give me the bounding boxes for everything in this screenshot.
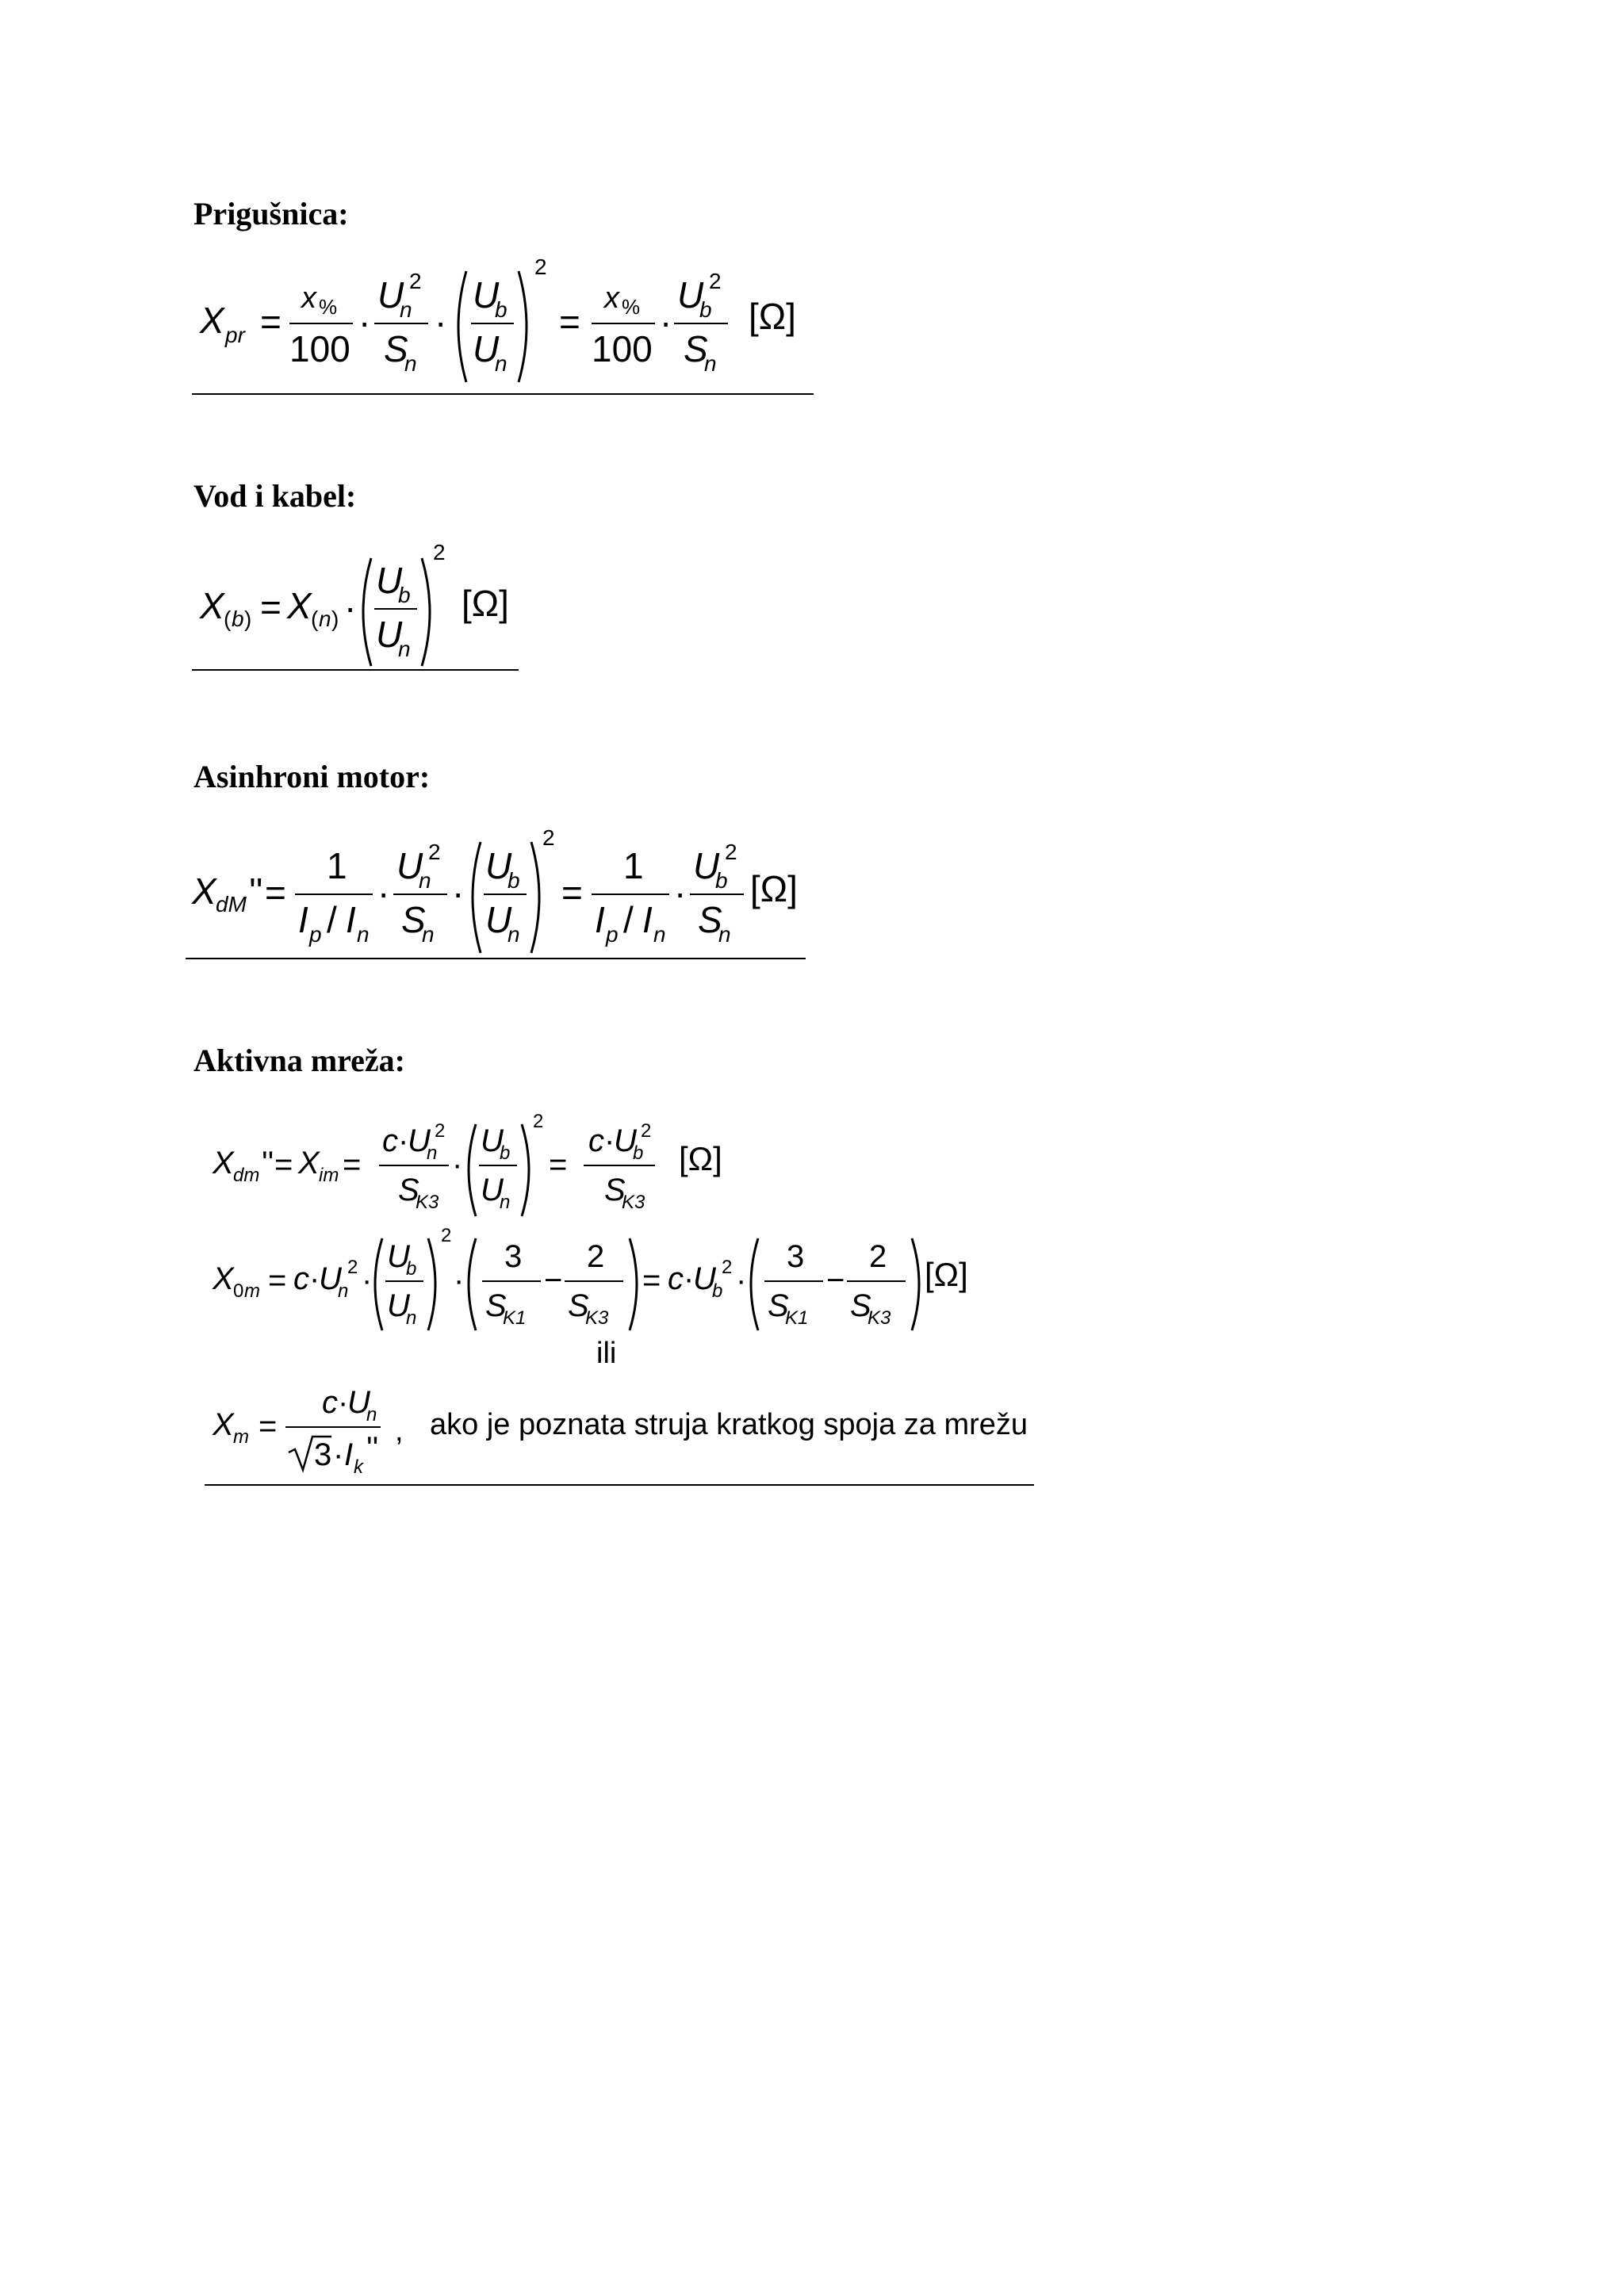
divider (192, 669, 519, 671)
svg-text:=: = (343, 1147, 362, 1182)
svg-text:3: 3 (504, 1239, 523, 1274)
svg-text:c: c (322, 1385, 338, 1420)
svg-text:n: n (357, 922, 370, 947)
svg-text:n: n (508, 922, 520, 947)
svg-text:U: U (693, 845, 720, 886)
heading-vod-i-kabel: Vod i kabel: (193, 478, 357, 514)
svg-text:'': '' (366, 1431, 379, 1466)
svg-text:b: b (715, 868, 728, 893)
svg-text:·: · (684, 1261, 695, 1296)
svg-text:·: · (660, 301, 672, 342)
formula-aktivna-mreza-dm (211, 1110, 722, 1221)
svg-text:3: 3 (787, 1239, 805, 1274)
svg-text:S: S (401, 899, 426, 940)
svg-text:dm: dm (233, 1165, 260, 1186)
svg-text:U: U (693, 1261, 716, 1296)
svg-text:m: m (244, 1280, 260, 1302)
svg-text:/: / (623, 899, 634, 940)
svg-text:U: U (481, 1123, 504, 1158)
svg-text:=: = (561, 872, 583, 913)
svg-text:X: X (287, 585, 312, 626)
svg-text:S: S (850, 1288, 871, 1323)
svg-text:S: S (768, 1288, 789, 1323)
svg-text:X: X (298, 1146, 320, 1181)
svg-text:1: 1 (327, 845, 347, 886)
svg-text:·: · (362, 1263, 373, 1298)
svg-text:·: · (454, 1263, 465, 1298)
svg-text:(: ( (224, 607, 232, 631)
svg-text:pr: pr (225, 323, 245, 347)
svg-text:3: 3 (314, 1437, 332, 1472)
svg-text:S: S (568, 1288, 589, 1323)
unit-ohm: [Ω] (462, 583, 509, 624)
comma: , (395, 1414, 404, 1448)
svg-text:2: 2 (722, 1257, 733, 1278)
divider (205, 1484, 1034, 1486)
svg-text:U: U (408, 1123, 431, 1158)
svg-text:·: · (338, 1385, 349, 1420)
svg-text:2: 2 (533, 1111, 544, 1132)
svg-text:·: · (333, 1437, 344, 1472)
svg-text:dM: dM (216, 892, 247, 916)
formula-aktivna-mreza-m (211, 1385, 1028, 1481)
svg-text:n: n (406, 1307, 417, 1329)
svg-text:2: 2 (435, 1120, 446, 1142)
svg-text:X: X (213, 1407, 234, 1442)
svg-text:·: · (344, 587, 357, 628)
svg-text:U: U (347, 1385, 370, 1420)
formula-prigusnica (198, 254, 817, 388)
formula-asinhroni-motor (190, 825, 809, 959)
svg-text:2: 2 (709, 269, 722, 293)
svg-text:U: U (387, 1239, 410, 1274)
svg-text:%: % (622, 295, 641, 319)
svg-text:=: = (260, 587, 282, 628)
svg-text:−: − (826, 1263, 845, 1298)
svg-text:): ) (331, 607, 339, 631)
svg-text:c: c (588, 1123, 604, 1158)
svg-text:2: 2 (347, 1257, 358, 1278)
svg-text:·: · (452, 872, 465, 913)
svg-text:K1: K1 (785, 1307, 809, 1329)
svg-text:U: U (485, 899, 512, 940)
svg-text:X: X (192, 871, 216, 912)
svg-text:n: n (653, 922, 666, 947)
svg-text:c: c (293, 1261, 309, 1296)
svg-text:U: U (677, 274, 704, 316)
unit-ohm: [Ω] (679, 1140, 722, 1177)
svg-text:n: n (419, 868, 431, 893)
svg-text:2: 2 (725, 840, 737, 864)
svg-text:b: b (232, 607, 244, 631)
svg-text:−: − (544, 1263, 563, 1298)
svg-text:m: m (233, 1426, 249, 1448)
svg-text:b: b (699, 297, 712, 322)
svg-text:K1: K1 (503, 1307, 527, 1329)
svg-text:X: X (213, 1261, 234, 1296)
svg-text:x: x (301, 281, 316, 315)
svg-text:100: 100 (289, 328, 350, 369)
svg-text:2: 2 (428, 840, 441, 864)
svg-text:b: b (398, 583, 411, 607)
svg-text:b: b (500, 1142, 511, 1164)
svg-text:S: S (398, 1173, 419, 1207)
heading-prigusnica: Prigušnica: (193, 196, 349, 232)
svg-text:): ) (244, 607, 252, 631)
svg-text:I: I (642, 899, 653, 940)
svg-text:n: n (427, 1142, 438, 1164)
heading-aktivna-mreza: Aktivna mreža: (193, 1043, 405, 1078)
svg-text:·: · (674, 872, 687, 913)
formula-vod-i-kabel (198, 539, 531, 674)
svg-text:2: 2 (542, 825, 555, 850)
svg-text:=: = (559, 301, 580, 342)
svg-text:/: / (327, 899, 337, 940)
svg-text:K3: K3 (416, 1192, 439, 1213)
svg-text:n: n (400, 297, 412, 322)
svg-text:U: U (319, 1261, 342, 1296)
svg-text:k: k (354, 1456, 363, 1478)
svg-text:·: · (309, 1261, 320, 1296)
svg-text:I: I (346, 899, 356, 940)
svg-text:U: U (377, 274, 404, 316)
svg-text:U: U (376, 614, 403, 655)
svg-text:I: I (595, 899, 605, 940)
svg-text:im: im (319, 1165, 339, 1186)
svg-text:K3: K3 (868, 1307, 891, 1329)
svg-text:=: = (274, 1147, 293, 1182)
svg-text:U: U (473, 328, 500, 369)
svg-text:0: 0 (233, 1280, 244, 1302)
connector-text: ili (596, 1337, 617, 1370)
svg-text:=: = (259, 1409, 278, 1444)
svg-text:=: = (265, 872, 286, 913)
svg-text:100: 100 (592, 328, 653, 369)
svg-text:b: b (508, 868, 520, 893)
svg-text:c: c (382, 1123, 398, 1158)
svg-text:b: b (406, 1258, 417, 1280)
svg-text:·: · (452, 1147, 463, 1182)
mains-note: ako je poznata struja kratkog spoja za mrežu (430, 1408, 1028, 1441)
svg-text:U: U (376, 560, 403, 601)
svg-text:K3: K3 (622, 1192, 645, 1213)
svg-text:c: c (668, 1261, 684, 1296)
svg-text:n: n (495, 351, 508, 376)
svg-text:S: S (384, 328, 408, 369)
svg-text:n: n (718, 922, 731, 947)
svg-text:S: S (485, 1288, 507, 1323)
svg-text:·: · (604, 1123, 615, 1158)
svg-text:U: U (614, 1123, 637, 1158)
unit-ohm: [Ω] (750, 868, 798, 909)
svg-text:S: S (698, 899, 722, 940)
svg-text:S: S (604, 1173, 626, 1207)
svg-text:I: I (298, 899, 308, 940)
svg-text:2: 2 (409, 269, 422, 293)
svg-text:n: n (398, 637, 411, 661)
svg-text:n: n (704, 351, 717, 376)
svg-text:S: S (684, 328, 708, 369)
svg-text:(: ( (311, 607, 319, 631)
svg-text:2: 2 (441, 1225, 452, 1246)
svg-text:·: · (736, 1263, 747, 1298)
unit-ohm: [Ω] (925, 1256, 968, 1293)
divider (186, 958, 806, 959)
svg-text:%: % (319, 295, 338, 319)
svg-text:p: p (606, 922, 619, 947)
svg-text:2: 2 (641, 1120, 652, 1142)
svg-text:b: b (495, 297, 508, 322)
svg-text:·: · (398, 1123, 409, 1158)
svg-text:n: n (319, 607, 331, 631)
svg-text:X: X (200, 585, 224, 626)
unit-ohm: [Ω] (749, 296, 796, 337)
svg-text:p: p (309, 922, 322, 947)
svg-text:=: = (268, 1263, 287, 1298)
svg-text:n: n (500, 1192, 511, 1213)
formula-aktivna-mreza-0m (211, 1224, 988, 1335)
svg-text:U: U (485, 845, 512, 886)
svg-text:n: n (366, 1404, 377, 1425)
svg-text:=: = (549, 1147, 568, 1182)
svg-text:X: X (213, 1146, 234, 1181)
svg-text:·: · (435, 301, 447, 342)
svg-text:=: = (642, 1263, 661, 1298)
svg-text:1: 1 (623, 845, 644, 886)
svg-text:=: = (260, 301, 282, 342)
heading-asinhroni-motor: Asinhroni motor: (193, 759, 431, 794)
svg-text:U: U (481, 1173, 504, 1207)
svg-text:K3: K3 (585, 1307, 609, 1329)
svg-text:n: n (422, 922, 435, 947)
svg-text:·: · (358, 301, 371, 342)
svg-text:x: x (604, 281, 619, 315)
svg-text:U: U (396, 845, 423, 886)
svg-text:'': '' (249, 871, 263, 912)
svg-text:2: 2 (587, 1239, 605, 1274)
svg-text:U: U (473, 274, 500, 316)
svg-text:n: n (338, 1280, 349, 1302)
svg-text:2: 2 (433, 540, 446, 564)
divider (192, 393, 814, 395)
svg-text:2: 2 (869, 1239, 887, 1274)
svg-text:X: X (200, 300, 224, 341)
svg-text:'': '' (262, 1146, 274, 1181)
svg-text:2: 2 (534, 254, 547, 279)
svg-text:·: · (377, 872, 390, 913)
svg-text:b: b (712, 1280, 723, 1302)
svg-text:I: I (344, 1437, 354, 1472)
svg-text:n: n (404, 351, 417, 376)
svg-text:b: b (633, 1142, 644, 1164)
svg-text:U: U (387, 1288, 410, 1323)
